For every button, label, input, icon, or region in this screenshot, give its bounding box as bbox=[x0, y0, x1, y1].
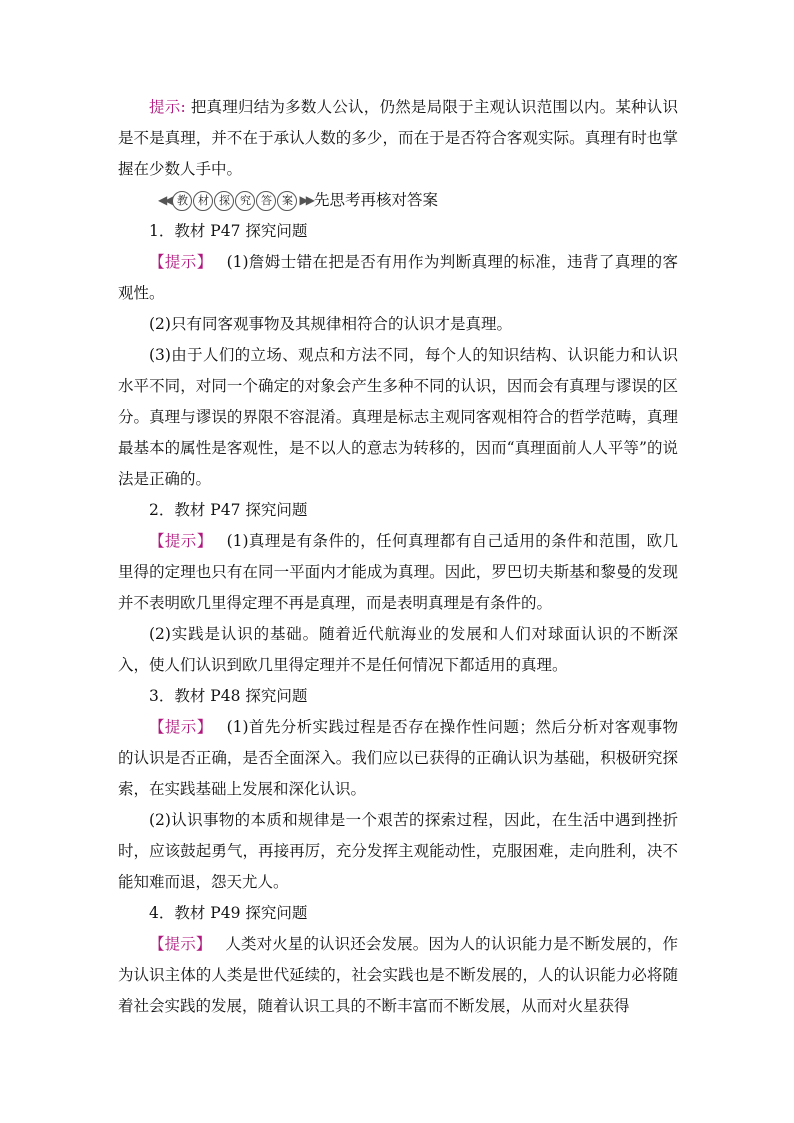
double-chevron-left-icon: ◀◀ bbox=[158, 193, 171, 207]
answer-paragraph: (2)只有同客观事物及其规律相符合的认识才是真理。 bbox=[149, 315, 512, 333]
document-body bbox=[118, 92, 678, 1022]
banner-badges bbox=[172, 191, 297, 211]
hint-tag: 【提示】 bbox=[149, 253, 213, 271]
banner-badge: 答 bbox=[256, 191, 276, 211]
answer-paragraph: (2)认识事物的本质和规律是一个艰苦的探索过程，因此，在生活中遇到挫折时，应该鼓起勇气，再接再厉，充分发挥主观能动性，克服困难，走向胜利，决不能知难而退，怨天尤人。 bbox=[118, 811, 678, 891]
intro-text: 把真理归结为多数人公认，仍然是局限于主观认识范围以内。某种认识是不是真理，并不在于承认人数的多少，而在于是否符合客观实际。真理有时也掌握在少数人手中。 bbox=[118, 98, 678, 178]
question-heading: 2．教材 P47 探究问题 bbox=[149, 501, 308, 519]
hint-tag: 【提示】 bbox=[149, 935, 212, 953]
question-heading: 1．教材 P47 探究问题 bbox=[149, 222, 308, 240]
banner-badge: 教 bbox=[172, 191, 192, 211]
hint-text: (1)詹姆士错在把是否有用作为判断真理的标准，违背了真理的客观性。 bbox=[118, 253, 678, 302]
question-heading: 4．教材 P49 探究问题 bbox=[149, 904, 308, 922]
banner-badge: 究 bbox=[235, 191, 255, 211]
question-heading: 3．教材 P48 探究问题 bbox=[149, 687, 308, 705]
hint-tag: 【提示】 bbox=[149, 718, 213, 736]
hint-paragraph bbox=[118, 247, 678, 309]
intro-paragraph bbox=[118, 92, 678, 185]
hint-text: (1)首先分析实践过程是否存在操作性问题；然后分析对客观事物的认识是否正确，是否全面深入。我们应以已获得的正确认识为基础，积极研究探索，在实践基础上发展和深化认识。 bbox=[118, 718, 678, 798]
hint-text: 人类对火星的认识还会发展。因为人的认识能力是不断发展的，作为认识主体的人类是世代延续的，社会实践也是不断发展的，人的认识能力必将随着社会实践的发展，随着认识工具的不断丰富而不断发展，从而对火星获得 bbox=[118, 935, 678, 1015]
answer-banner bbox=[118, 185, 678, 216]
answer-paragraph: (3)由于人们的立场、观点和方法不同，每个人的知识结构、认识能力和认识水平不同，对同一个确定的对象会产生多种不同的认识，因而会有真理与谬误的区分。真理与谬误的界限不容混淆。真理是标志主观同客观相符合的哲学范畴，真理最基本的属性是客观性，是不以人的意志为转移的，因而“真理面前人人平等”的说法是正确的。 bbox=[118, 346, 678, 488]
double-chevron-right-icon: ▶▶ bbox=[299, 193, 312, 207]
banner-badge: 探 bbox=[214, 191, 234, 211]
banner-badge: 材 bbox=[193, 191, 213, 211]
hint-tag: 【提示】 bbox=[149, 532, 213, 550]
hint-paragraph bbox=[118, 929, 678, 1022]
hint-paragraph bbox=[118, 526, 678, 619]
intro-label: 提示: bbox=[149, 98, 186, 116]
hint-text: (1)真理是有条件的，任何真理都有自己适用的条件和范围，欧几里得的定理也只有在同一平面内才能成为真理。因此，罗巴切夫斯基和黎曼的发现并不表明欧几里得定理不再是真理，而是表明真理是有条件的。 bbox=[118, 532, 678, 612]
banner-badge: 案 bbox=[277, 191, 297, 211]
answer-paragraph: (2)实践是认识的基础。随着近代航海业的发展和人们对球面认识的不断深入，使人们认识到欧几里得定理并不是任何情况下都适用的真理。 bbox=[118, 625, 678, 674]
banner-title: 先思考再核对答案 bbox=[313, 191, 438, 209]
hint-paragraph bbox=[118, 712, 678, 805]
